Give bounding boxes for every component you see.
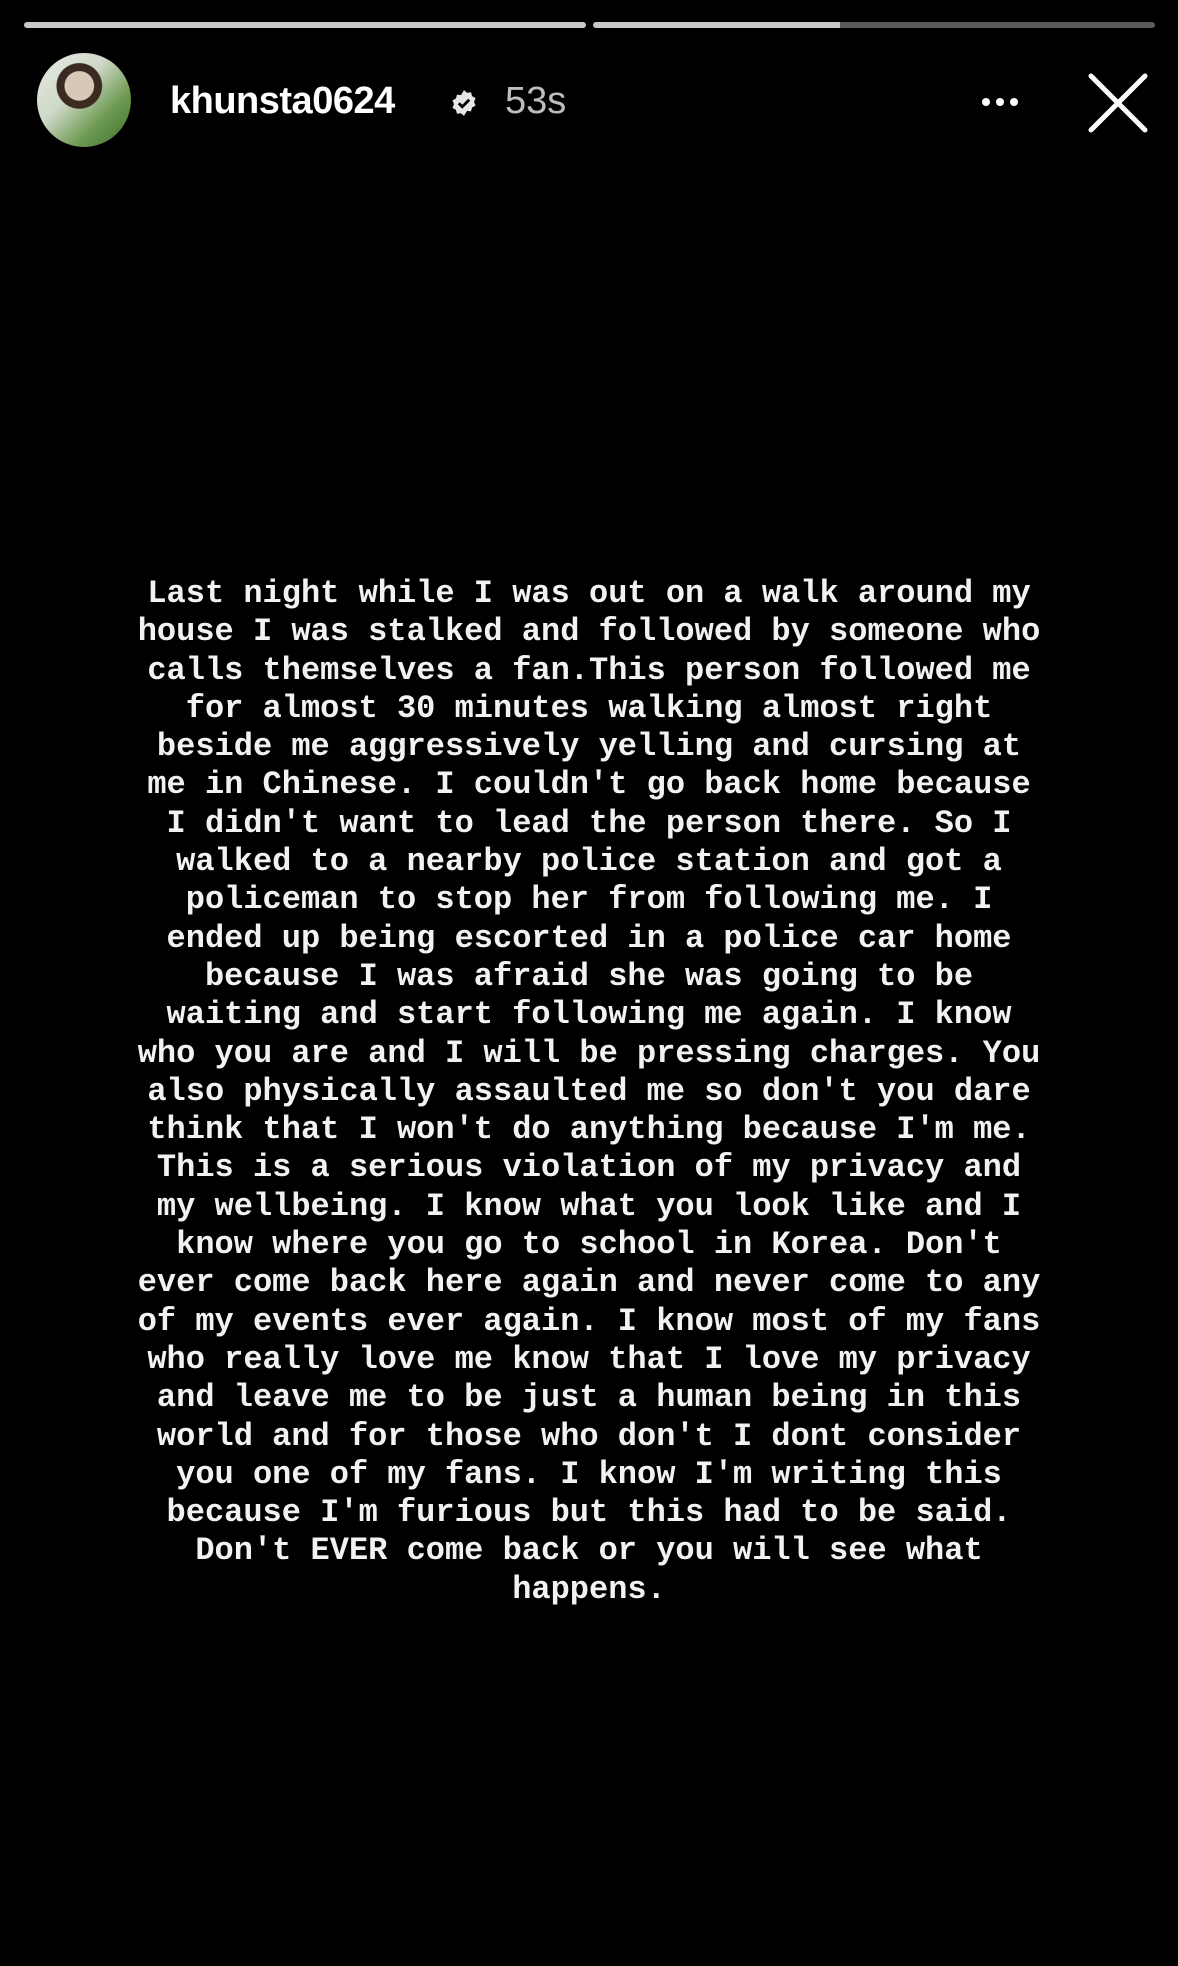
story-text-line: me in Chinese. I couldn't go back home because	[147, 766, 1031, 804]
story-text-line: Don't EVER come back or you will see what	[195, 1532, 983, 1570]
story-text-line: know where you go to school in Korea. Don't	[176, 1226, 1002, 1264]
story-text-line: world and for those who don't I dont consider	[156, 1417, 1022, 1455]
story-text-line: Last night while I was out on a walk around my	[147, 575, 1031, 612]
story-text-line: policeman to stop her from following me. I	[185, 881, 993, 919]
story-timestamp: 53s	[505, 80, 567, 122]
story-text-line: of my events ever again. I know most of my fans	[137, 1302, 1041, 1340]
story-text-line: happens.	[512, 1570, 666, 1608]
more-horizontal-icon[interactable]	[970, 82, 1030, 122]
story-text-line: who really love me know that I love my privacy	[147, 1340, 1031, 1378]
story-text-line: for almost 30 minutes walking almost right	[185, 689, 993, 727]
story-text-line: because I was afraid she was going to be	[204, 957, 974, 995]
story-text-line: walked to a nearby police station and got a	[176, 843, 1002, 881]
story-text-line: beside me aggressively yelling and cursing at	[156, 728, 1022, 766]
story-progress-segment-2[interactable]	[593, 22, 1155, 28]
avatar[interactable]	[37, 53, 131, 147]
story-text-line: think that I won't do anything because I'm me.	[147, 1111, 1031, 1149]
story-text-line: ever come back here again and never come to any	[137, 1264, 1041, 1302]
progress-fill	[593, 22, 840, 28]
close-icon[interactable]	[1085, 70, 1151, 136]
story-text-line: you one of my fans. I know I'm writing this	[176, 1455, 1002, 1493]
story-text-line: calls themselves a fan.This person followed me	[147, 651, 1031, 689]
story-text-line: because I'm furious but this had to be said.	[166, 1494, 1012, 1532]
story-text-line: who you are and I will be pressing charges. You	[137, 1034, 1041, 1072]
progress-fill	[24, 22, 586, 28]
story-text-line: also physically assaulted me so don't you dare	[147, 1072, 1031, 1110]
username[interactable]: khunsta0624	[170, 80, 395, 122]
story-text	[60, 575, 1118, 1609]
story-progress-segment-1[interactable]	[24, 22, 586, 28]
story-text-line: house I was stalked and followed by someone who	[137, 613, 1041, 651]
story-text-line: This is a serious violation of my privacy and	[156, 1149, 1022, 1187]
verified-badge-icon	[450, 89, 478, 117]
story-text-line: and leave me to be just a human being in this	[156, 1379, 1022, 1417]
story-text-line: waiting and start following me again. I know	[166, 996, 1012, 1034]
story-text-line: ended up being escorted in a police car home	[166, 919, 1012, 957]
story-text-line: my wellbeing. I know what you look like and I	[156, 1187, 1022, 1225]
story-text-line: I didn't want to lead the person there. So I	[166, 804, 1012, 842]
